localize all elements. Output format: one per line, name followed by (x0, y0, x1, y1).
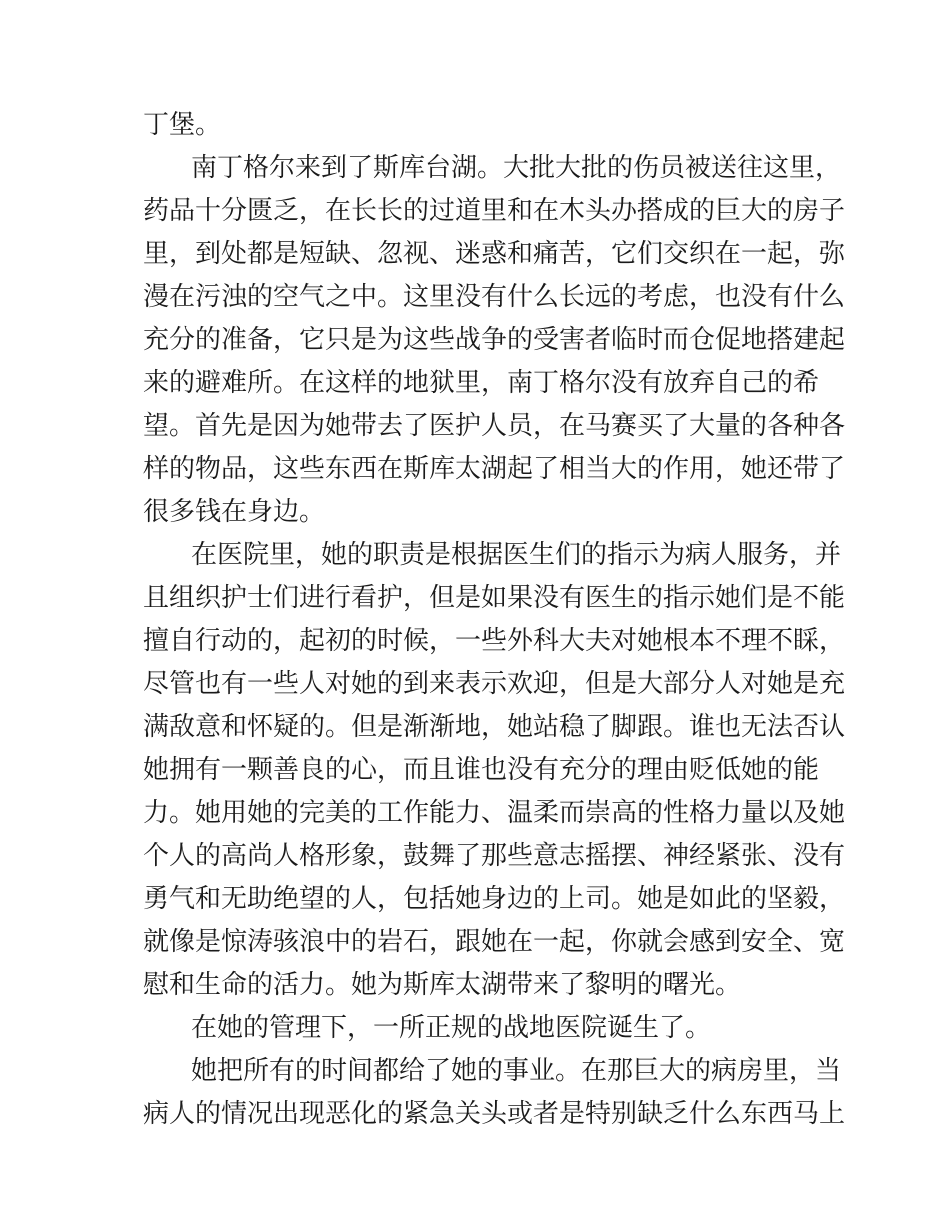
text-line: 她拥有一颗善良的心，而且谁也没有充分的理由贬低她的能 (143, 755, 820, 785)
text-line: 里，到处都是短缺、忽视、迷惑和痛苦，它们交织在一起，弥 (143, 239, 846, 269)
text-line: 漫在污浊的空气之中。这里没有什么长远的考虑，也没有什么 (143, 282, 846, 312)
text-line: 样的物品，这些东西在斯库太湖起了相当大的作用，她还带了 (143, 454, 846, 484)
text-line: 且组织护士们进行看护，但是如果没有医生的指示她们是不能 (143, 583, 846, 613)
document-body (143, 104, 846, 1136)
text-line: 满敌意和怀疑的。但是渐渐地，她站稳了脚跟。谁也无法否认 (143, 712, 846, 742)
text-line: 在她的管理下，一所正规的战地医院诞生了。 (191, 1013, 712, 1043)
text-line: 个人的高尚人格形象，鼓舞了那些意志摇摆、神经紧张、没有 (143, 841, 846, 871)
text-line: 南丁格尔来到了斯库台湖。大批大批的伤员被送往这里， (191, 153, 842, 183)
text-line: 充分的准备，它只是为这些战争的受害者临时而仓促地搭建起 (143, 325, 846, 355)
text-line: 就像是惊涛骇浪中的岩石，跟她在一起，你就会感到安全、宽 (143, 927, 846, 957)
text-line: 病人的情况出现恶化的紧急关头或者是特别缺乏什么东西马上 (143, 1099, 846, 1129)
text-line: 勇气和无助绝望的人，包括她身边的上司。她是如此的坚毅， (143, 884, 846, 914)
text-line: 望。首先是因为她带去了医护人员，在马赛买了大量的各种各 (143, 411, 846, 441)
text-line: 丁堡。 (143, 110, 222, 140)
text-line: 很多钱在身边。 (143, 497, 326, 527)
text-line: 她把所有的时间都给了她的事业。在那巨大的病房里，当 (191, 1056, 842, 1086)
text-line: 药品十分匮乏，在长长的过道里和在木头办搭成的巨大的房子 (143, 196, 846, 226)
text-line: 在医院里，她的职责是根据医生们的指示为病人服务，并 (191, 540, 842, 570)
text-line: 尽管也有一些人对她的到来表示欢迎，但是大部分人对她是充 (143, 669, 846, 699)
text-line: 慰和生命的活力。她为斯库太湖带来了黎明的曙光。 (143, 970, 742, 1000)
text-line: 擅自行动的，起初的时候，一些外科大夫对她根本不理不睬， (143, 626, 846, 656)
text-line: 力。她用她的完美的工作能力、温柔而崇高的性格力量以及她 (143, 798, 846, 828)
text-line: 来的避难所。在这样的地狱里，南丁格尔没有放弃自己的希 (143, 368, 820, 398)
